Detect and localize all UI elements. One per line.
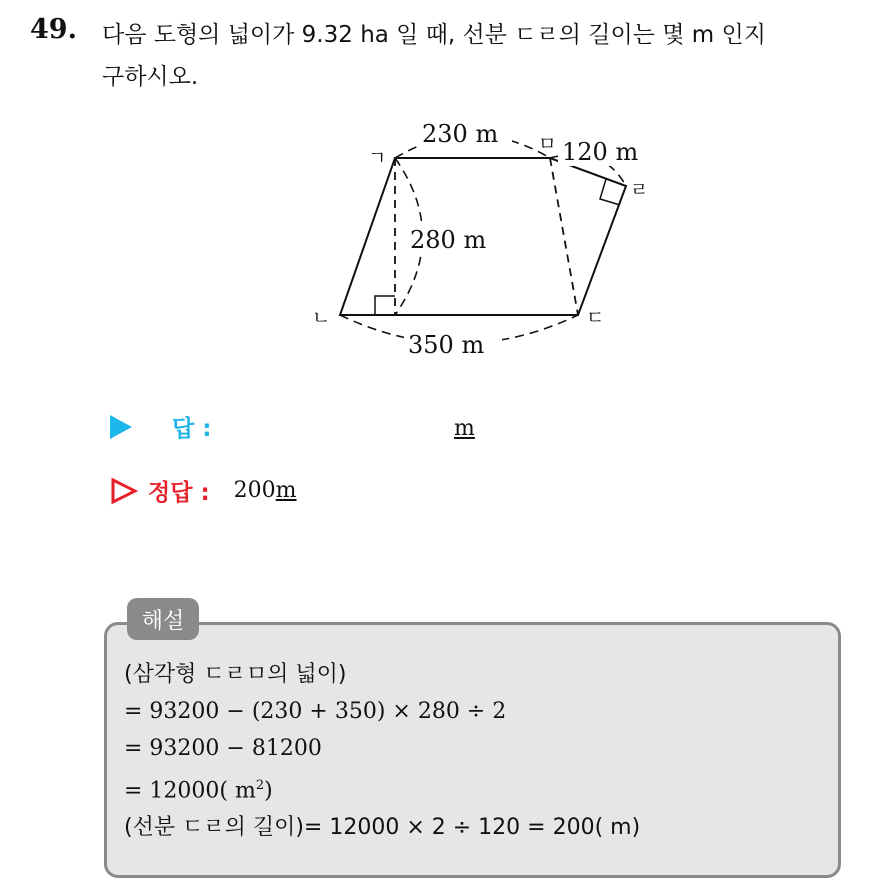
answer-unit: m (275, 478, 297, 503)
answer-blank-row (110, 410, 211, 443)
solution-line-1: (삼각형 ㄷㄹㅁ의 넓이) (124, 662, 347, 687)
question-text (102, 14, 872, 98)
right-angle-mark-bottom (375, 296, 395, 315)
label-120m: 120 m (562, 138, 639, 166)
solution-text (124, 656, 640, 846)
vertex-nieun: ㄴ (312, 307, 331, 329)
solution-line-3: = 93200 − 81200 (124, 736, 322, 761)
question-number: 49. (30, 14, 77, 45)
diagonal-dashed (550, 158, 578, 315)
vertex-giyeok: ㄱ (368, 147, 387, 169)
label-280m: 280 m (410, 226, 487, 254)
label-230m: 230 m (422, 120, 499, 148)
outline-triangle-icon (110, 477, 138, 505)
geometry-figure (300, 110, 660, 370)
correct-answer-label: 정답 : (148, 480, 210, 506)
solution-line-4-main: = 12000( m (124, 778, 256, 804)
play-triangle-icon (110, 415, 132, 439)
solution-tab: 해설 (127, 598, 199, 640)
correct-answer-row (110, 474, 297, 507)
vertex-digeut: ㄷ (586, 307, 605, 329)
answer-label: 답 : (172, 416, 212, 442)
vertex-mieum: ㅁ (538, 133, 557, 155)
answer-blank-unit: m (454, 416, 475, 441)
solution-line-4 (124, 767, 640, 809)
vertex-rieul: ㄹ (630, 179, 649, 201)
solution-line-4-close: ) (264, 778, 273, 804)
question-line-2: 구하시오. (102, 64, 199, 90)
solution-line-4-exponent: 2 (255, 778, 265, 793)
pentagon-diagram (300, 110, 660, 370)
correct-answer-value (234, 478, 297, 503)
answer-number: 200 (233, 478, 276, 503)
solution-line-2: = 93200 − (230 + 350) × 280 ÷ 2 (124, 699, 507, 724)
label-350m: 350 m (408, 331, 485, 359)
solution-line-5: (선분 ㄷㄹ의 길이)= 12000 × 2 ÷ 120 = 200( m) (124, 815, 641, 841)
question-line-1: 다음 도형의 넓이가 9.32 ha 일 때, 선분 ㄷㄹ의 길이는 몇 m 인지 (102, 22, 766, 48)
